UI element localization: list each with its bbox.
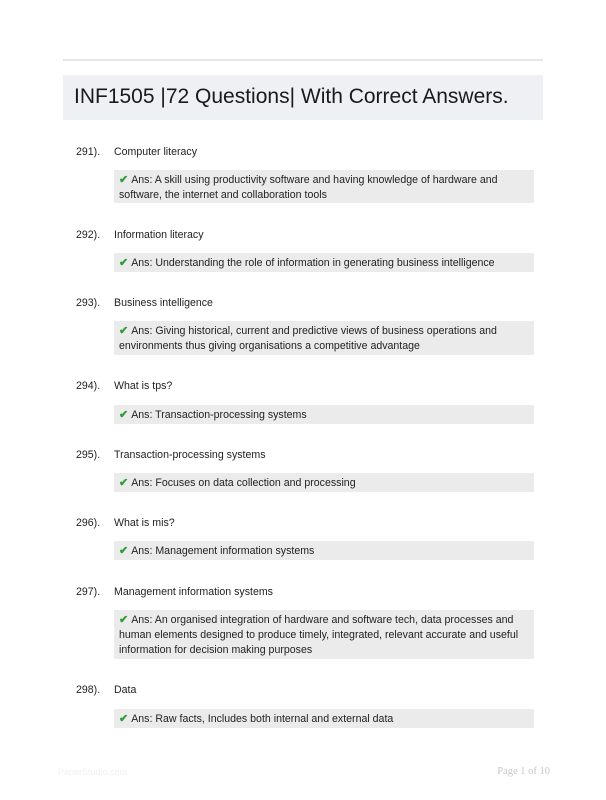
answer-box — [114, 253, 534, 272]
question-text: Data — [114, 684, 137, 696]
question-text: Business intelligence — [114, 297, 213, 309]
question-number: 297). — [76, 586, 101, 598]
answer-text: Ans: A skill using productivity software and having knowledge of hardware and software, the internet and collaboration tools — [119, 174, 498, 201]
question-text: What is tps? — [114, 380, 173, 392]
answer-text: Ans: Understanding the role of information in generating business intelligence — [131, 257, 495, 269]
top-divider — [63, 59, 543, 61]
answer-box — [114, 405, 534, 424]
answer-text: Ans: Focuses on data collection and processing — [131, 477, 356, 489]
question-number: 292). — [76, 229, 101, 241]
question-number: 296). — [76, 517, 101, 529]
page-indicator: Page 1 of 10 — [497, 766, 550, 777]
answer-text: Ans: Raw facts, Includes both internal and external data — [131, 713, 394, 725]
question-number: 294). — [76, 380, 101, 392]
footer-watermark: PaperStudio.com — [58, 767, 128, 777]
check-icon: ✔ — [119, 614, 129, 626]
page-title: INF1505 |72 Questions| With Correct Answers. — [74, 85, 509, 108]
question-number: 298). — [76, 684, 101, 696]
question-text: Computer literacy — [114, 146, 198, 158]
check-icon: ✔ — [119, 713, 129, 725]
check-icon: ✔ — [119, 409, 129, 421]
answer-box — [114, 709, 534, 728]
check-icon: ✔ — [119, 477, 129, 489]
answer-box — [114, 473, 534, 492]
answer-box — [114, 541, 534, 560]
check-icon: ✔ — [119, 257, 129, 269]
check-icon: ✔ — [119, 325, 129, 337]
question-number: 295). — [76, 449, 101, 461]
question-text: Management information systems — [114, 586, 273, 598]
answer-text: Ans: Transaction-processing systems — [131, 409, 307, 421]
question-text: Transaction-processing systems — [114, 449, 266, 461]
answer-box — [114, 321, 534, 355]
question-text: What is mis? — [114, 517, 175, 529]
answer-text: Ans: Giving historical, current and predictive views of business operations and environments thus giving organisations a competitive advantage — [119, 325, 497, 352]
question-number: 293). — [76, 297, 101, 309]
answer-text: Ans: Management information systems — [131, 545, 315, 557]
answer-text: Ans: An organised integration of hardware and software tech, data processes and human elements designed to produce timely, integrated, relevant accurate and useful information for decision making purposes — [119, 614, 519, 656]
question-number: 291). — [76, 146, 101, 158]
title-banner — [63, 75, 543, 120]
answer-box — [114, 170, 534, 203]
answer-box — [114, 610, 534, 659]
question-text: Information literacy — [114, 229, 204, 241]
check-icon: ✔ — [119, 545, 129, 557]
check-icon: ✔ — [119, 174, 129, 186]
